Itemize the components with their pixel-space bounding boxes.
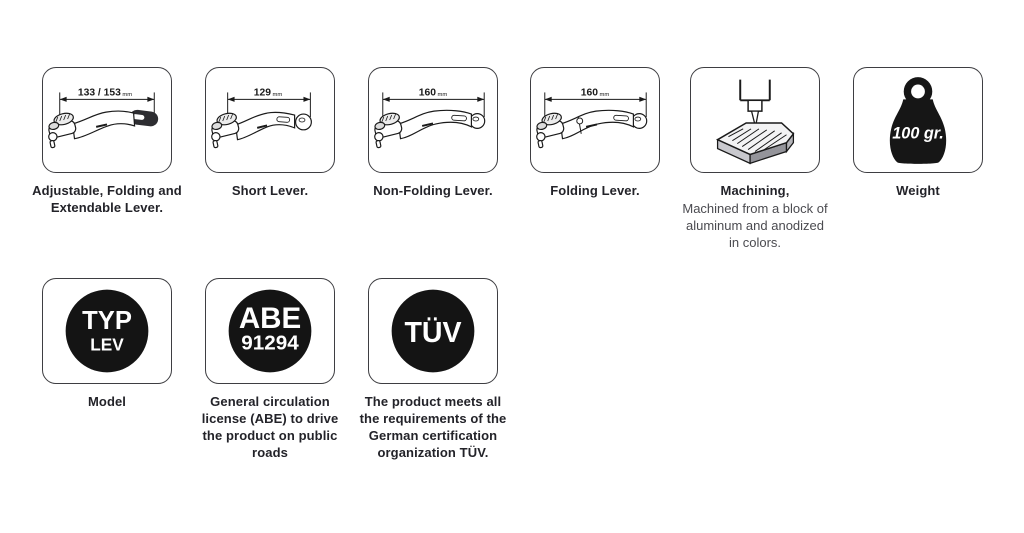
card-frame: [530, 67, 660, 173]
card-frame: [690, 67, 820, 173]
card-title: Non-Folding Lever.: [373, 183, 493, 198]
weight-kettlebell-icon: [854, 67, 982, 173]
badge-line2: LEV: [90, 334, 124, 355]
adjustable-lever-icon: [43, 67, 171, 173]
blade-slot: [614, 115, 629, 121]
card-title: The product meets all the requirements of the German certification organization TÜV.: [359, 394, 507, 460]
abe-badge-icon: [206, 278, 334, 384]
hinge-pin: [577, 118, 583, 124]
feature-card-weight: [843, 67, 993, 199]
short-lever-icon: [206, 67, 334, 173]
dimension-label: 160mm: [580, 87, 610, 99]
milling-machine-icon: [691, 67, 819, 173]
blade-slot: [452, 115, 467, 121]
aluminum-block: [718, 123, 794, 163]
card-title: Folding Lever.: [550, 183, 640, 198]
lever-drawing: [536, 110, 647, 148]
badge-line1: TYP: [82, 307, 132, 336]
badge-line2: 91294: [241, 331, 299, 355]
mill-spindle: [740, 80, 770, 127]
card-description: Machined from a block of aluminum and anodized in colors.: [682, 201, 828, 250]
card-frame: [368, 278, 498, 384]
feature-card-short-lever: [195, 67, 345, 199]
feature-card-non-folding-lever: [358, 67, 508, 199]
lever-pivot: [48, 111, 77, 148]
non-folding-lever-icon: [369, 67, 497, 173]
card-frame: [42, 67, 172, 173]
badge-line1: ABE: [238, 302, 302, 336]
card-title: General circulation license (ABE) to drive the product on public roads: [201, 394, 339, 460]
dimension-label: 129mm: [253, 87, 283, 99]
card-frame: [42, 278, 172, 384]
feature-card-machining: [680, 67, 830, 251]
lever-pivot: [536, 111, 565, 148]
mill-chuck: [748, 100, 762, 111]
folding-lever-icon: [531, 67, 659, 173]
card-frame: [853, 67, 983, 173]
feature-card-model: [32, 278, 182, 410]
dimension-label: 160mm: [418, 87, 448, 99]
feature-card-abe-license: [195, 278, 345, 461]
lever-pivot: [211, 111, 240, 148]
card-frame: [205, 278, 335, 384]
lever-drawing: [211, 111, 311, 148]
feature-card-folding-lever: [520, 67, 670, 199]
lever-drawing: [48, 109, 159, 148]
blade-slot: [277, 117, 290, 123]
card-frame: [368, 67, 498, 173]
card-frame: [205, 67, 335, 173]
card-title: Machining,: [720, 183, 790, 198]
card-title: Weight: [896, 183, 940, 198]
lever-drawing: [374, 110, 485, 148]
card-title: Model: [87, 394, 127, 409]
lever-pivot: [374, 111, 403, 148]
weight-value-label: 100 gr.: [892, 124, 944, 143]
card-title: Short Lever.: [231, 183, 309, 198]
card-title: Adjustable, Folding and Extendable Lever.: [32, 183, 182, 215]
tuv-badge-icon: [369, 278, 497, 384]
badge-line1: TÜV: [404, 316, 462, 349]
dimension-label: 133 / 153mm: [77, 87, 133, 99]
typ-lev-badge-icon: [43, 278, 171, 384]
feature-card-adjustable-lever: [32, 67, 182, 216]
feature-card-tuv-certification: [358, 278, 508, 461]
lever-blade: [399, 110, 472, 138]
